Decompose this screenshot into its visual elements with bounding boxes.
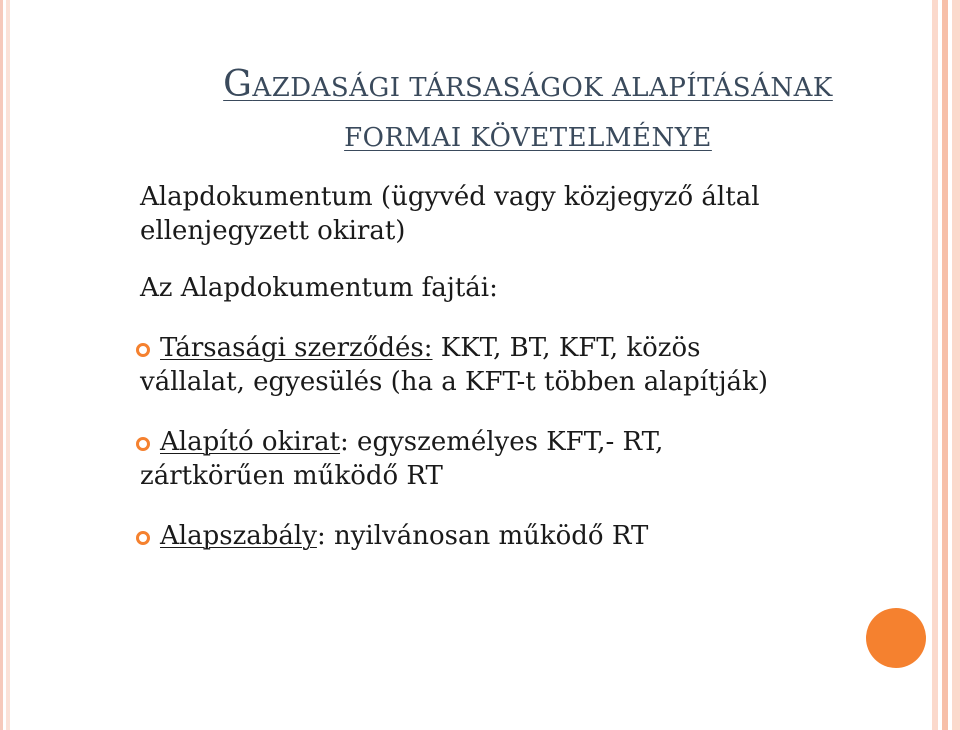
bullet-2-continuation: zártkörűen működő RT xyxy=(140,461,443,491)
left-border-decoration xyxy=(0,0,10,730)
bullet-item-2 xyxy=(140,425,930,493)
title-initial: G xyxy=(223,64,253,105)
slide-body xyxy=(140,180,930,553)
bullet-icon xyxy=(136,437,150,451)
bullet-1-rest: KKT, BT, KFT, közös xyxy=(432,333,701,363)
bullet-item-1 xyxy=(140,331,930,399)
right-border-decoration xyxy=(928,0,960,730)
bullet-1-term: Társasági szerződés: xyxy=(160,333,433,363)
orange-circle-decoration xyxy=(866,608,926,668)
title-line-1-text: AZDASÁGI TÁRSASÁGOK ALAPÍTÁSÁNAK xyxy=(252,73,833,103)
bullet-item-3 xyxy=(140,519,930,553)
intro-paragraph xyxy=(140,180,930,248)
bullet-1-continuation: vállalat, egyesülés (ha a KFT-t többen alapítják) xyxy=(140,367,768,397)
intro-line-2: ellenjegyzett okirat) xyxy=(140,216,406,246)
bullet-item-3-line-1 xyxy=(140,519,930,553)
bullet-3-rest: : nyilvánosan működő RT xyxy=(316,521,649,551)
bullet-icon xyxy=(136,343,150,357)
types-heading: Az Alapdokumentum fajtái: xyxy=(140,273,498,303)
title-line-1 xyxy=(148,60,908,113)
slide-title xyxy=(148,60,908,163)
bullet-3-term: Alapszabály xyxy=(160,521,317,551)
bullet-item-1-line-1 xyxy=(140,331,930,365)
title-line-2: FORMAI KÖVETELMÉNYE xyxy=(344,123,712,153)
bullet-2-term: Alapító okirat xyxy=(160,427,341,457)
bullet-icon xyxy=(136,531,150,545)
bullet-2-rest: : egyszemélyes KFT,- RT, xyxy=(340,427,664,457)
bullet-item-2-line-1 xyxy=(140,425,930,459)
intro-line-1: Alapdokumentum (ügyvéd vagy közjegyző által xyxy=(140,182,760,212)
